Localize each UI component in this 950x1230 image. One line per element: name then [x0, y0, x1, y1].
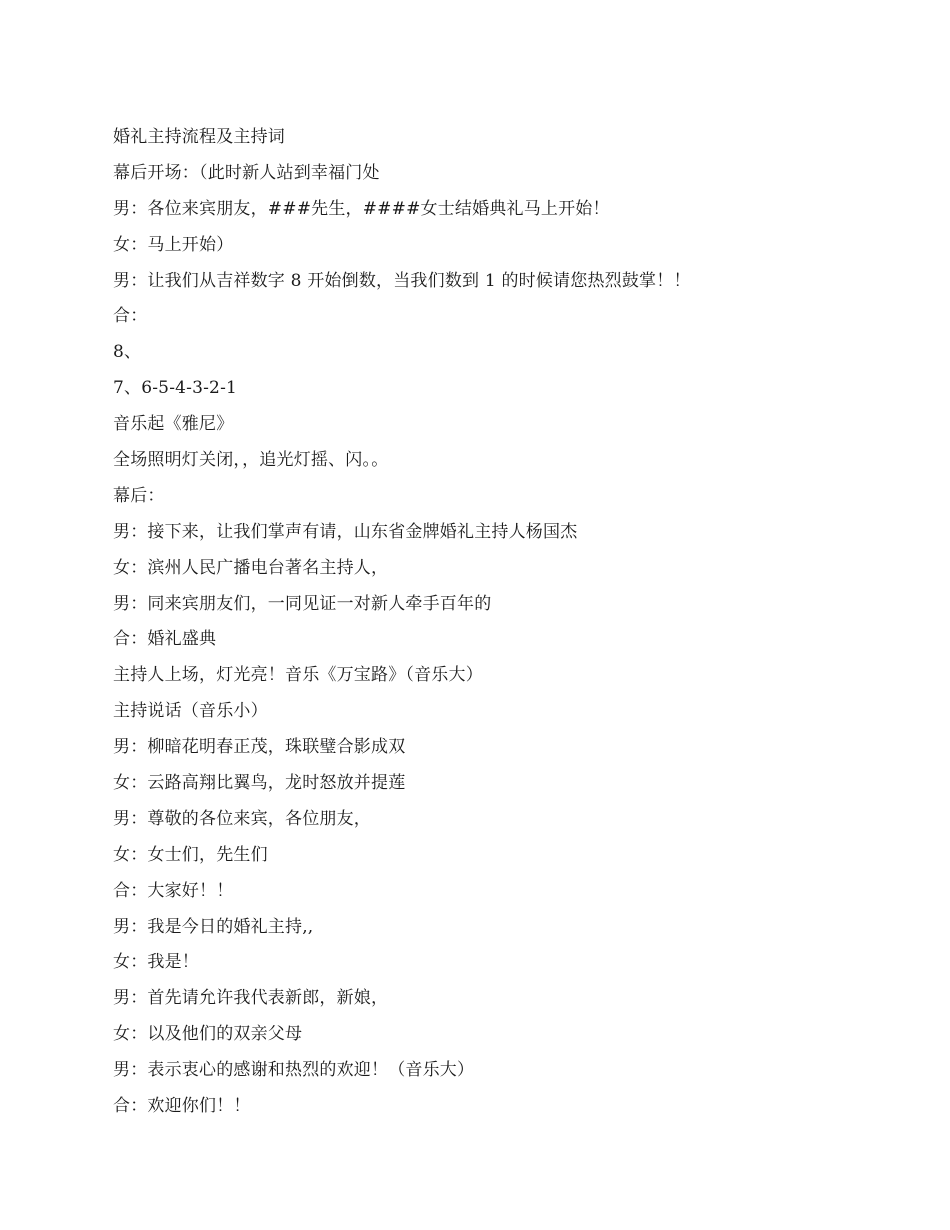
text-line: 男：接下来，让我们掌声有请，山东省金牌婚礼主持人杨国杰	[113, 521, 578, 542]
text-line: 女：女士们，先生们	[113, 844, 268, 865]
text-line: 男：尊敬的各位来宾，各位朋友，	[113, 808, 371, 829]
text-line: 女：马上开始）	[113, 234, 234, 255]
text-line: 合：大家好！！	[113, 880, 234, 901]
text-line: 主持说话（音乐小）	[113, 701, 268, 722]
text-line: 全场照明灯关闭，，追光灯摇、闪。。	[113, 450, 389, 471]
text-line: 男：表示衷心的感谢和热烈的欢迎！（音乐大）	[113, 1060, 475, 1081]
document-body	[113, 125, 873, 1130]
text-line: 音乐起《雅尼》	[113, 414, 234, 435]
text-line: 男：各位来宾朋友，###先生，####女士结婚典礼马上开始！	[113, 198, 610, 219]
text-line: 8、	[113, 342, 142, 363]
text-line: 男：让我们从吉祥数字 8 开始倒数，当我们数到 1 的时候请您热烈鼓掌！！	[113, 270, 691, 291]
text-line: 7、6-5-4-3-2-1	[113, 378, 238, 399]
text-line: 主持人上场，灯光亮！音乐《万宝路》（音乐大）	[113, 665, 483, 686]
text-line: 女：云路高翔比翼鸟，龙时怒放并提莲	[113, 773, 406, 794]
document-title: 婚礼主持流程及主持词	[113, 127, 285, 147]
text-line: 幕后：	[113, 485, 165, 506]
text-line: 男：首先请允许我代表新郎，新娘，	[113, 988, 389, 1009]
text-line: 女：我是！	[113, 952, 199, 973]
text-line: 男：柳暗花明春正茂，珠联璧合影成双	[113, 737, 406, 758]
text-line: 女：以及他们的双亲父母	[113, 1024, 303, 1045]
text-line: 男：我是今日的婚礼主持,,	[113, 916, 314, 937]
text-line: 男：同来宾朋友们，一同见证一对新人牵手百年的	[113, 593, 492, 614]
text-line: 合：欢迎你们！！	[113, 1096, 251, 1117]
text-line: 合：婚礼盛典	[113, 629, 217, 650]
text-line: 幕后开场：（此时新人站到幸福门处	[113, 162, 380, 183]
text-line: 合：	[113, 306, 148, 327]
text-line: 女：滨州人民广播电台著名主持人，	[113, 557, 389, 578]
